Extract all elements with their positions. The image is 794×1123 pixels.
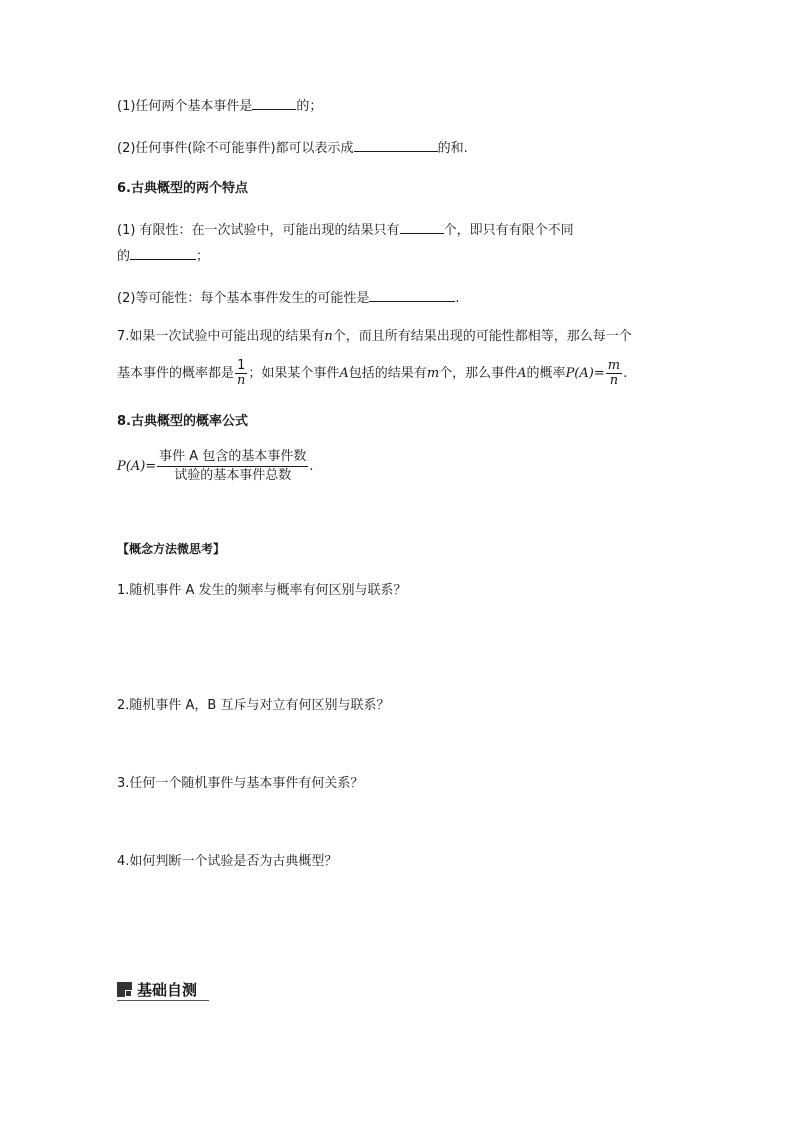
fraction-numerator: 1 [235, 359, 247, 374]
item-7-line-1 [117, 328, 632, 346]
item-6-2 [117, 288, 460, 308]
item-6-1b-text-end: ； [196, 249, 210, 264]
heading-6: 6.古典概型的两个特点 [117, 181, 248, 196]
item-6-1b-text: 的 [117, 249, 131, 264]
item-1-text: (1)任何两个基本事件是 [117, 99, 253, 114]
fill-blank [400, 220, 444, 234]
section-underline [117, 1000, 209, 1001]
var-m: m [426, 366, 440, 381]
formula-lhs: P(A)= [117, 459, 157, 474]
fill-blank [130, 246, 196, 260]
var-a: A [339, 366, 349, 381]
question-4: 4.如何判断一个试验是否为古典概型？ [117, 854, 338, 869]
period: . [623, 366, 628, 381]
fraction-numerator: m [607, 358, 621, 373]
formula-fraction [157, 448, 308, 485]
item-7b-text-4: 个，那么事件 [439, 366, 518, 381]
var-n: n [324, 329, 333, 344]
item-6-1 [117, 220, 677, 240]
item-7b-text-5: 的概率 [526, 366, 566, 381]
question-3: 3.任何一个随机事件与基本事件有何关系？ [117, 776, 364, 791]
think-section-title: 【概念方法微思考】 [117, 542, 226, 556]
formula-numerator: 事件 A 包含的基本事件数 [157, 448, 308, 467]
section-header [117, 979, 197, 1000]
fraction-denominator: n [237, 373, 246, 388]
item-6-1-text: (1) 有限性：在一次试验中，可能出现的结果只有 [117, 223, 400, 238]
prob-expression: P(A)= [565, 366, 605, 381]
fraction-1-over-n [235, 359, 247, 388]
item-7-text-2: 个，而且所有结果出现的可能性都相等，那么每一个 [332, 329, 632, 344]
question-1: 1.随机事件 A 发生的频率与概率有何区别与联系？ [117, 583, 407, 598]
section-title: 基础自测 [137, 981, 198, 999]
item-2 [117, 138, 468, 158]
question-2: 2.随机事件 A，B 互斥与对立有何区别与联系？ [117, 698, 390, 713]
item-2-text: (2)任何事件(除不可能事件)都可以表示成 [117, 141, 354, 156]
item-6-2-text: (2)等可能性：每个基本事件发生的可能性是 [117, 291, 370, 306]
item-7-text: 7.如果一次试验中可能出现的结果有 [117, 329, 325, 344]
period: . [309, 459, 314, 474]
var-a: A [517, 366, 527, 381]
heading-8: 8.古典概型的概率公式 [117, 414, 248, 429]
item-6-1-text-end: 个，即只有有限个不同 [443, 223, 574, 238]
fill-blank [252, 96, 296, 110]
fill-blank [354, 138, 438, 152]
item-7b-text-3: 包括的结果有 [348, 366, 427, 381]
item-7b-text: 基本事件的概率都是 [117, 366, 235, 381]
item-6-1-cont [117, 246, 209, 266]
item-1 [117, 96, 322, 116]
item-2-text-end: 的和. [437, 141, 468, 156]
fraction-m-over-n [606, 359, 622, 388]
probability-formula [117, 447, 313, 487]
item-7-line-2 [117, 357, 627, 391]
item-1-text-end: 的； [296, 99, 323, 114]
item-6-2-text-end: . [455, 291, 460, 306]
fraction-denominator: n [609, 373, 619, 388]
fill-blank [369, 288, 455, 302]
section-square-icon [117, 982, 132, 997]
formula-denominator: 试验的基本事件总数 [174, 468, 292, 483]
item-7b-text-2: ；如果某个事件 [248, 366, 340, 381]
